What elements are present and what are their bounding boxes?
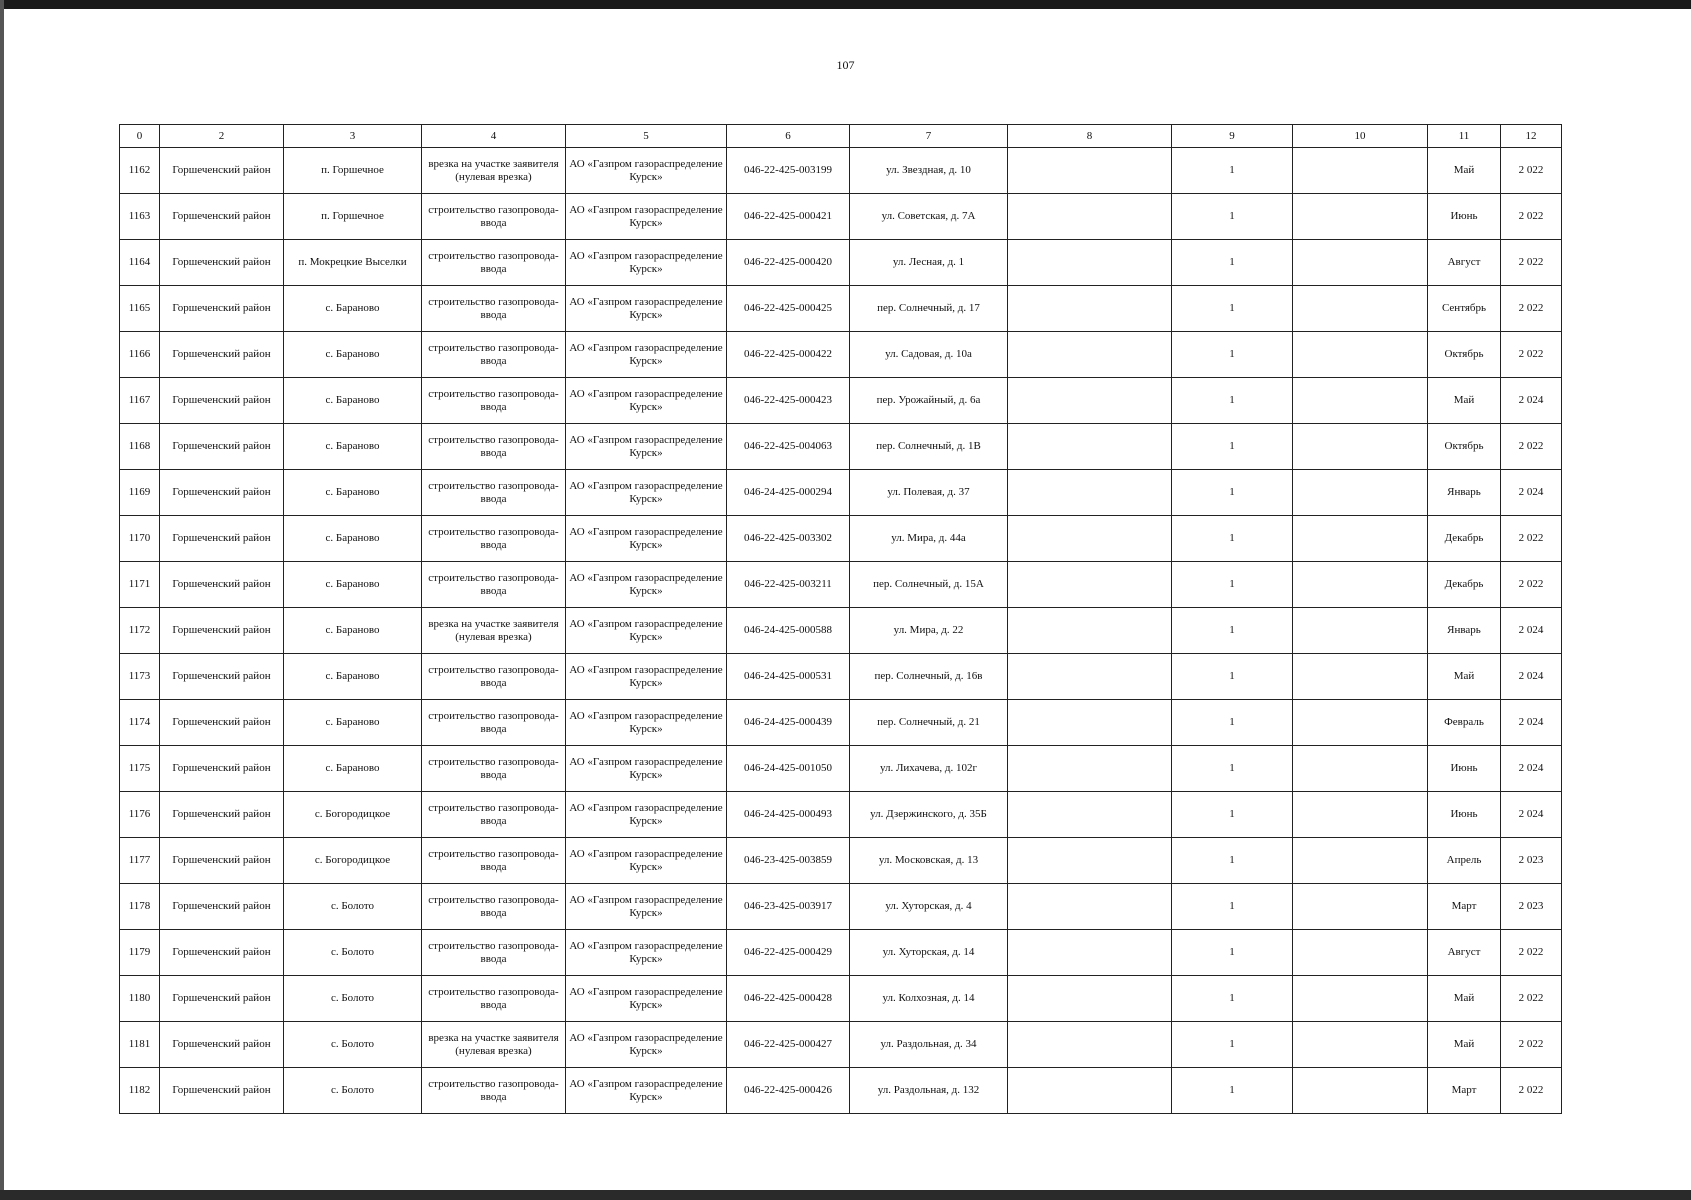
quantity-cell: 1 [1172,608,1293,654]
district-cell: Горшеченский район [160,194,284,240]
row-number: 1173 [120,654,160,700]
table-row [120,700,1562,746]
year-cell: 2 022 [1501,562,1562,608]
month-cell: Май [1428,148,1501,194]
settlement-cell: п. Мокрецкие Выселки [284,240,422,286]
col-header: 6 [727,125,850,148]
organization-cell: АО «Газпром газораспределение Курск» [566,700,727,746]
quantity-cell: 1 [1172,194,1293,240]
district-cell: Горшеченский район [160,608,284,654]
col10-cell [1293,148,1428,194]
request-code-cell: 046-22-425-003211 [727,562,850,608]
request-code-cell: 046-22-425-000428 [727,976,850,1022]
organization-cell: АО «Газпром газораспределение Курск» [566,792,727,838]
table-row [120,562,1562,608]
col10-cell [1293,976,1428,1022]
address-cell: пер. Солнечный, д. 16в [850,654,1008,700]
address-cell: ул. Раздольная, д. 132 [850,1068,1008,1114]
district-cell: Горшеченский район [160,378,284,424]
col8-cell [1008,240,1172,286]
organization-cell: АО «Газпром газораспределение Курск» [566,654,727,700]
quantity-cell: 1 [1172,1022,1293,1068]
table-row [120,838,1562,884]
district-cell: Горшеченский район [160,930,284,976]
col10-cell [1293,838,1428,884]
col8-cell [1008,286,1172,332]
quantity-cell: 1 [1172,470,1293,516]
request-code-cell: 046-22-425-003302 [727,516,850,562]
col8-cell [1008,332,1172,378]
work-type-cell: строительство газопровода-ввода [422,562,566,608]
organization-cell: АО «Газпром газораспределение Курск» [566,1022,727,1068]
request-code-cell: 046-24-425-000493 [727,792,850,838]
row-number: 1168 [120,424,160,470]
organization-cell: АО «Газпром газораспределение Курск» [566,930,727,976]
address-cell: ул. Хуторская, д. 4 [850,884,1008,930]
col10-cell [1293,286,1428,332]
month-cell: Февраль [1428,700,1501,746]
year-cell: 2 024 [1501,470,1562,516]
organization-cell: АО «Газпром газораспределение Курск» [566,148,727,194]
request-code-cell: 046-22-425-000422 [727,332,850,378]
row-number: 1179 [120,930,160,976]
quantity-cell: 1 [1172,240,1293,286]
month-cell: Январь [1428,470,1501,516]
request-code-cell: 046-22-425-000426 [727,1068,850,1114]
request-code-cell: 046-24-425-001050 [727,746,850,792]
district-cell: Горшеченский район [160,792,284,838]
row-number: 1166 [120,332,160,378]
month-cell: Март [1428,884,1501,930]
address-cell: ул. Хуторская, д. 14 [850,930,1008,976]
year-cell: 2 024 [1501,654,1562,700]
quantity-cell: 1 [1172,516,1293,562]
col10-cell [1293,1022,1428,1068]
organization-cell: АО «Газпром газораспределение Курск» [566,884,727,930]
district-cell: Горшеченский район [160,332,284,378]
row-number: 1176 [120,792,160,838]
col8-cell [1008,194,1172,240]
address-cell: ул. Советская, д. 7А [850,194,1008,240]
address-cell: ул. Лихачева, д. 102г [850,746,1008,792]
row-number: 1167 [120,378,160,424]
district-cell: Горшеченский район [160,884,284,930]
request-code-cell: 046-22-425-000423 [727,378,850,424]
table-row [120,470,1562,516]
col8-cell [1008,884,1172,930]
month-cell: Август [1428,930,1501,976]
col10-cell [1293,240,1428,286]
row-number: 1169 [120,470,160,516]
col10-cell [1293,1068,1428,1114]
settlement-cell: п. Горшечное [284,148,422,194]
year-cell: 2 022 [1501,516,1562,562]
row-number: 1182 [120,1068,160,1114]
col8-cell [1008,654,1172,700]
work-type-cell: строительство газопровода-ввода [422,286,566,332]
request-code-cell: 046-23-425-003917 [727,884,850,930]
year-cell: 2 022 [1501,286,1562,332]
district-cell: Горшеченский район [160,746,284,792]
col8-cell [1008,1068,1172,1114]
district-cell: Горшеченский район [160,1022,284,1068]
settlement-cell: с. Бараново [284,654,422,700]
organization-cell: АО «Газпром газораспределение Курск» [566,838,727,884]
header-row [120,125,1562,148]
settlement-cell: с. Богородицкое [284,792,422,838]
year-cell: 2 024 [1501,700,1562,746]
row-number: 1163 [120,194,160,240]
quantity-cell: 1 [1172,792,1293,838]
address-cell: ул. Мира, д. 22 [850,608,1008,654]
table-row [120,424,1562,470]
request-code-cell: 046-22-425-000429 [727,930,850,976]
year-cell: 2 024 [1501,608,1562,654]
organization-cell: АО «Газпром газораспределение Курск» [566,240,727,286]
table-row [120,792,1562,838]
district-cell: Горшеченский район [160,516,284,562]
col10-cell [1293,654,1428,700]
district-cell: Горшеченский район [160,424,284,470]
col-header: 5 [566,125,727,148]
year-cell: 2 024 [1501,746,1562,792]
quantity-cell: 1 [1172,378,1293,424]
col8-cell [1008,700,1172,746]
year-cell: 2 022 [1501,1068,1562,1114]
table-row [120,286,1562,332]
quantity-cell: 1 [1172,700,1293,746]
col10-cell [1293,562,1428,608]
year-cell: 2 023 [1501,838,1562,884]
address-cell: ул. Дзержинского, д. 35Б [850,792,1008,838]
settlement-cell: с. Бараново [284,746,422,792]
row-number: 1170 [120,516,160,562]
table-row [120,654,1562,700]
col10-cell [1293,608,1428,654]
scan-left-edge [0,0,4,1200]
col10-cell [1293,930,1428,976]
month-cell: Январь [1428,608,1501,654]
quantity-cell: 1 [1172,746,1293,792]
row-number: 1175 [120,746,160,792]
address-cell: ул. Садовая, д. 10а [850,332,1008,378]
settlement-cell: с. Болото [284,976,422,1022]
work-type-cell: строительство газопровода-ввода [422,884,566,930]
col-header: 10 [1293,125,1428,148]
scan-bottom-edge [0,1190,1691,1200]
year-cell: 2 022 [1501,930,1562,976]
address-cell: пер. Урожайный, д. 6а [850,378,1008,424]
work-type-cell: строительство газопровода-ввода [422,930,566,976]
request-code-cell: 046-24-425-000439 [727,700,850,746]
col8-cell [1008,1022,1172,1068]
col10-cell [1293,516,1428,562]
year-cell: 2 022 [1501,194,1562,240]
month-cell: Декабрь [1428,562,1501,608]
page-number: 107 [836,58,855,72]
organization-cell: АО «Газпром газораспределение Курск» [566,194,727,240]
month-cell: Март [1428,1068,1501,1114]
work-type-cell: строительство газопровода-ввода [422,838,566,884]
month-cell: Май [1428,378,1501,424]
row-number: 1181 [120,1022,160,1068]
table-row [120,194,1562,240]
work-type-cell: строительство газопровода-ввода [422,470,566,516]
col-header: 2 [160,125,284,148]
month-cell: Декабрь [1428,516,1501,562]
settlement-cell: с. Бараново [284,286,422,332]
row-number: 1178 [120,884,160,930]
col10-cell [1293,332,1428,378]
col8-cell [1008,562,1172,608]
settlement-cell: п. Горшечное [284,194,422,240]
table-row [120,976,1562,1022]
settlement-cell: с. Бараново [284,378,422,424]
scan-top-edge [0,0,1691,9]
year-cell: 2 022 [1501,976,1562,1022]
quantity-cell: 1 [1172,884,1293,930]
month-cell: Октябрь [1428,332,1501,378]
col-header: 0 [120,125,160,148]
address-cell: пер. Солнечный, д. 17 [850,286,1008,332]
request-code-cell: 046-24-425-000294 [727,470,850,516]
col10-cell [1293,700,1428,746]
request-code-cell: 046-22-425-004063 [727,424,850,470]
request-code-cell: 046-22-425-000425 [727,286,850,332]
col10-cell [1293,378,1428,424]
table-row [120,884,1562,930]
work-type-cell: строительство газопровода-ввода [422,976,566,1022]
organization-cell: АО «Газпром газораспределение Курск» [566,286,727,332]
quantity-cell: 1 [1172,332,1293,378]
table-row [120,1022,1562,1068]
quantity-cell: 1 [1172,1068,1293,1114]
work-type-cell: врезка на участке заявителя (нулевая врезка) [422,148,566,194]
settlement-cell: с. Болото [284,884,422,930]
quantity-cell: 1 [1172,286,1293,332]
table-row [120,1068,1562,1114]
col10-cell [1293,792,1428,838]
quantity-cell: 1 [1172,424,1293,470]
district-cell: Горшеченский район [160,976,284,1022]
request-code-cell: 046-24-425-000531 [727,654,850,700]
col10-cell [1293,746,1428,792]
col-header: 3 [284,125,422,148]
col-header: 12 [1501,125,1562,148]
col8-cell [1008,148,1172,194]
col8-cell [1008,930,1172,976]
request-code-cell: 046-23-425-003859 [727,838,850,884]
year-cell: 2 022 [1501,332,1562,378]
organization-cell: АО «Газпром газораспределение Курск» [566,746,727,792]
row-number: 1171 [120,562,160,608]
address-cell: ул. Звездная, д. 10 [850,148,1008,194]
organization-cell: АО «Газпром газораспределение Курск» [566,1068,727,1114]
row-number: 1164 [120,240,160,286]
year-cell: 2 024 [1501,792,1562,838]
year-cell: 2 024 [1501,378,1562,424]
col-header: 4 [422,125,566,148]
settlement-cell: с. Бараново [284,516,422,562]
year-cell: 2 023 [1501,884,1562,930]
col8-cell [1008,976,1172,1022]
district-cell: Горшеченский район [160,562,284,608]
table-body [120,148,1562,1114]
work-type-cell: строительство газопровода-ввода [422,700,566,746]
col10-cell [1293,424,1428,470]
col10-cell [1293,194,1428,240]
work-type-cell: строительство газопровода-ввода [422,1068,566,1114]
col-header: 8 [1008,125,1172,148]
table-row [120,240,1562,286]
organization-cell: АО «Газпром газораспределение Курск» [566,378,727,424]
district-cell: Горшеченский район [160,148,284,194]
month-cell: Апрель [1428,838,1501,884]
col8-cell [1008,746,1172,792]
district-cell: Горшеченский район [160,470,284,516]
col10-cell [1293,470,1428,516]
col8-cell [1008,516,1172,562]
organization-cell: АО «Газпром газораспределение Курск» [566,516,727,562]
row-number: 1165 [120,286,160,332]
row-number: 1174 [120,700,160,746]
work-type-cell: строительство газопровода-ввода [422,332,566,378]
row-number: 1162 [120,148,160,194]
month-cell: Май [1428,654,1501,700]
request-code-cell: 046-22-425-000420 [727,240,850,286]
district-cell: Горшеченский район [160,240,284,286]
organization-cell: АО «Газпром газораспределение Курск» [566,976,727,1022]
table-row [120,332,1562,378]
address-cell: ул. Раздольная, д. 34 [850,1022,1008,1068]
address-cell: пер. Солнечный, д. 15А [850,562,1008,608]
col10-cell [1293,884,1428,930]
settlement-cell: с. Бараново [284,608,422,654]
quantity-cell: 1 [1172,976,1293,1022]
month-cell: Июнь [1428,792,1501,838]
settlement-cell: с. Болото [284,930,422,976]
table-row [120,746,1562,792]
table-row [120,930,1562,976]
col-header: 9 [1172,125,1293,148]
quantity-cell: 1 [1172,654,1293,700]
work-type-cell: строительство газопровода-ввода [422,746,566,792]
work-type-cell: строительство газопровода-ввода [422,516,566,562]
col8-cell [1008,792,1172,838]
table-row [120,516,1562,562]
address-cell: пер. Солнечный, д. 21 [850,700,1008,746]
month-cell: Май [1428,976,1501,1022]
registry-table [119,124,1562,1114]
settlement-cell: с. Бараново [284,700,422,746]
work-type-cell: врезка на участке заявителя (нулевая врезка) [422,1022,566,1068]
organization-cell: АО «Газпром газораспределение Курск» [566,424,727,470]
row-number: 1180 [120,976,160,1022]
request-code-cell: 046-22-425-003199 [727,148,850,194]
year-cell: 2 022 [1501,240,1562,286]
month-cell: Май [1428,1022,1501,1068]
table-row [120,378,1562,424]
col8-cell [1008,378,1172,424]
quantity-cell: 1 [1172,930,1293,976]
settlement-cell: с. Богородицкое [284,838,422,884]
work-type-cell: строительство газопровода-ввода [422,194,566,240]
work-type-cell: строительство газопровода-ввода [422,654,566,700]
address-cell: ул. Лесная, д. 1 [850,240,1008,286]
col-header: 7 [850,125,1008,148]
col8-cell [1008,608,1172,654]
district-cell: Горшеченский район [160,1068,284,1114]
month-cell: Июнь [1428,746,1501,792]
year-cell: 2 022 [1501,424,1562,470]
settlement-cell: с. Болото [284,1022,422,1068]
row-number: 1177 [120,838,160,884]
work-type-cell: строительство газопровода-ввода [422,792,566,838]
settlement-cell: с. Болото [284,1068,422,1114]
work-type-cell: строительство газопровода-ввода [422,424,566,470]
work-type-cell: врезка на участке заявителя (нулевая врезка) [422,608,566,654]
settlement-cell: с. Бараново [284,424,422,470]
month-cell: Июнь [1428,194,1501,240]
year-cell: 2 022 [1501,1022,1562,1068]
row-number: 1172 [120,608,160,654]
organization-cell: АО «Газпром газораспределение Курск» [566,470,727,516]
organization-cell: АО «Газпром газораспределение Курск» [566,562,727,608]
organization-cell: АО «Газпром газораспределение Курск» [566,332,727,378]
year-cell: 2 022 [1501,148,1562,194]
col-header: 11 [1428,125,1501,148]
settlement-cell: с. Бараново [284,470,422,516]
month-cell: Август [1428,240,1501,286]
district-cell: Горшеченский район [160,838,284,884]
col8-cell [1008,470,1172,516]
request-code-cell: 046-22-425-000427 [727,1022,850,1068]
work-type-cell: строительство газопровода-ввода [422,378,566,424]
district-cell: Горшеченский район [160,654,284,700]
col8-cell [1008,424,1172,470]
request-code-cell: 046-24-425-000588 [727,608,850,654]
table-row [120,608,1562,654]
month-cell: Октябрь [1428,424,1501,470]
col8-cell [1008,838,1172,884]
address-cell: ул. Полевая, д. 37 [850,470,1008,516]
district-cell: Горшеченский район [160,286,284,332]
settlement-cell: с. Бараново [284,562,422,608]
address-cell: ул. Московская, д. 13 [850,838,1008,884]
address-cell: пер. Солнечный, д. 1В [850,424,1008,470]
quantity-cell: 1 [1172,148,1293,194]
request-code-cell: 046-22-425-000421 [727,194,850,240]
work-type-cell: строительство газопровода-ввода [422,240,566,286]
quantity-cell: 1 [1172,838,1293,884]
address-cell: ул. Мира, д. 44а [850,516,1008,562]
month-cell: Сентябрь [1428,286,1501,332]
district-cell: Горшеченский район [160,700,284,746]
organization-cell: АО «Газпром газораспределение Курск» [566,608,727,654]
settlement-cell: с. Бараново [284,332,422,378]
quantity-cell: 1 [1172,562,1293,608]
table-row [120,148,1562,194]
address-cell: ул. Колхозная, д. 14 [850,976,1008,1022]
